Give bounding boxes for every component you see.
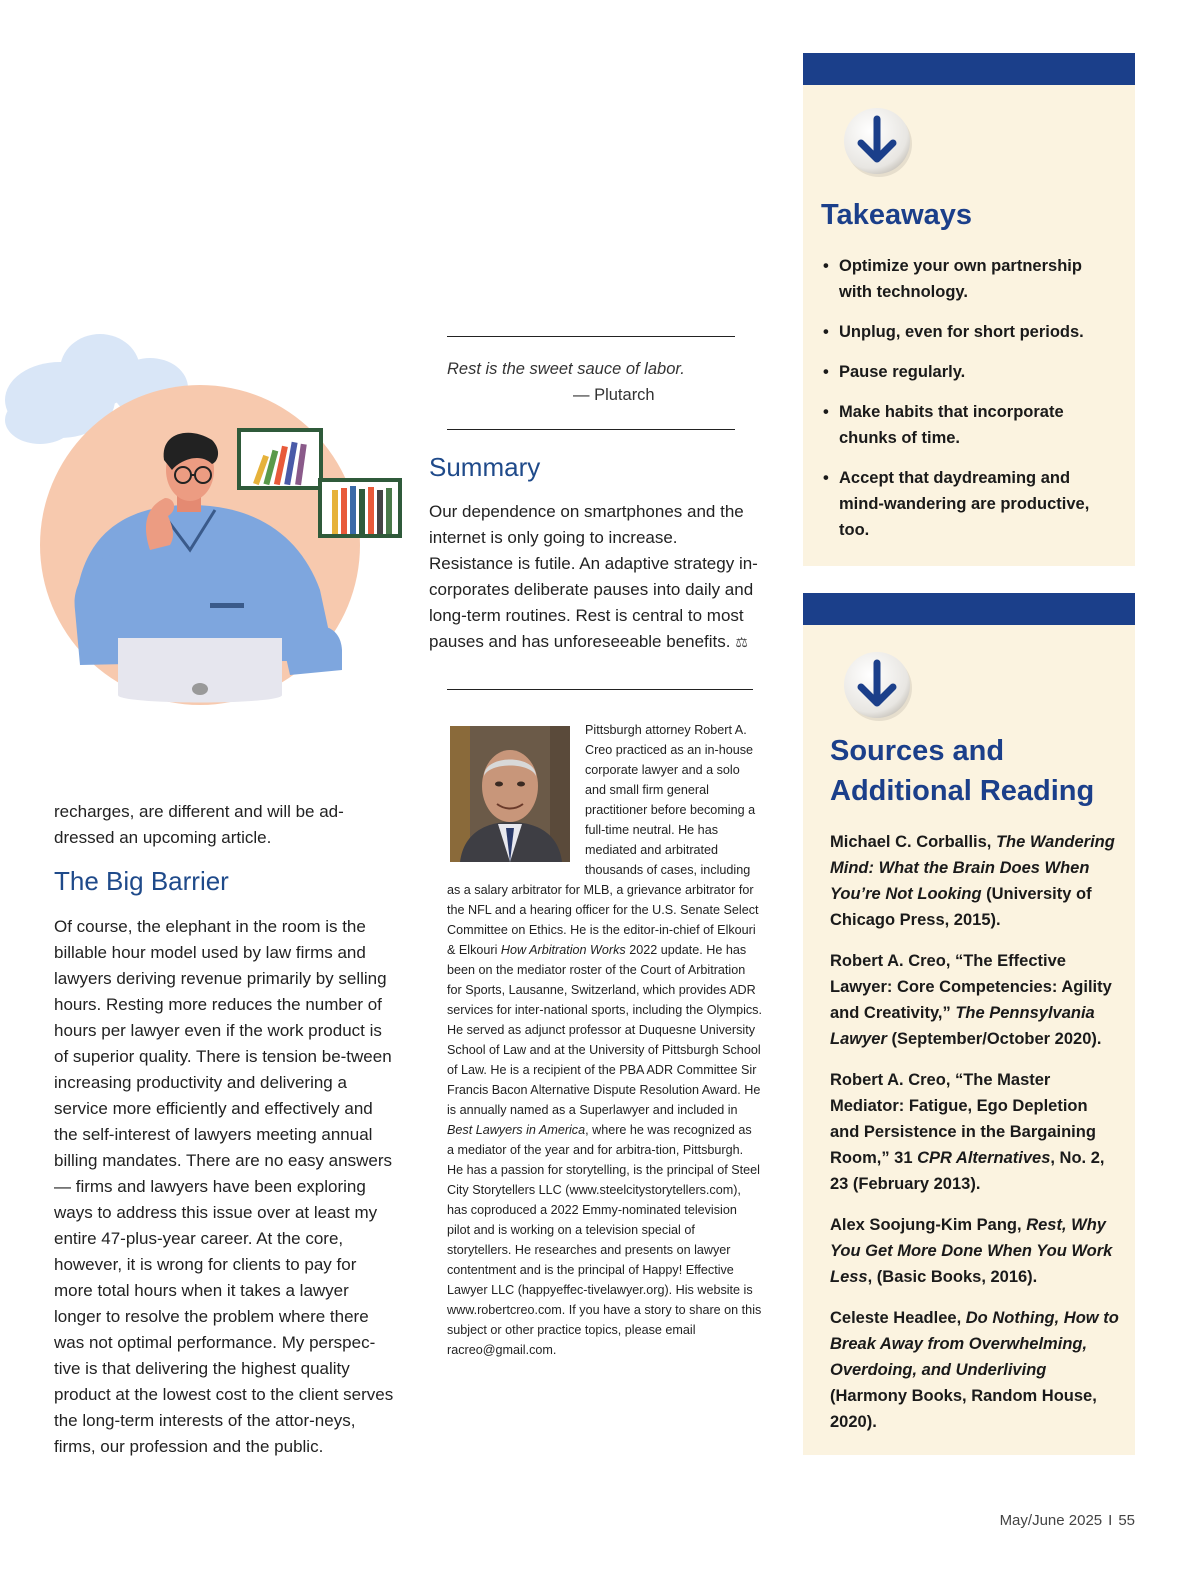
end-mark-icon: ⚖: [735, 634, 748, 650]
big-barrier-heading: The Big Barrier: [54, 866, 229, 896]
pull-quote: Rest is the sweet sauce of labor.: [447, 360, 685, 378]
reference-item: Michael C. Corballis, The Wandering Mind: What the Brain Does When You’re Not Looking (University of Chicago Press, 2015).: [830, 833, 1115, 929]
page-footer: [1000, 1512, 1135, 1529]
summary-paragraph: Our dependence on smartphones and the internet is only going to increase. Resistance is futile. An adaptive strategy in-corporates deliberate pauses into daily and long-term routines. Rest is central to most pauses and has unforeseeable benefits. ⚖: [429, 502, 758, 651]
takeaways-sidebar: [803, 53, 1135, 566]
bio-top-rule: [447, 689, 753, 690]
bio-honor-title: Best Lawyers in America: [447, 1123, 586, 1137]
reference-item: Celeste Headlee, Do Nothing, How to Break Away from Overwhelming, Overdoing, and Underliving (Harmony Books, Random House, 2020).: [830, 1309, 1119, 1431]
takeaway-item: • Make habits that incorporate chunks of time.: [823, 399, 1113, 451]
quote-bottom-rule: [447, 429, 735, 430]
reference-item: Robert A. Creo, “The Master Mediator: Fatigue, Ego Depletion and Persistence in the Bargaining Room,” 31 CPR Alternatives, No. 2, 23 (February 2013).: [830, 1071, 1105, 1193]
sources-sidebar: [803, 593, 1135, 1455]
takeaway-item: • Unplug, even for short periods.: [823, 319, 1113, 345]
takeaways-list: [823, 253, 1113, 557]
takeaway-item: • Pause regularly.: [823, 359, 1113, 385]
takeaway-item: • Optimize your own partnership with technology.: [823, 253, 1113, 305]
quote-top-rule: [447, 336, 735, 337]
author-bio: Pittsburgh attorney Robert A. Creo practiced as an in-house corporate lawyer and a solo and small firm general practitioner before becoming a full-time neutral. He has mediated and arbitrated thousands of cases, including as a salary arbitrator for MLB, a grievance arbitrator for the NFL and a hearing officer for the U.S. Senate Select Committee on Ethics. He is the editor-in-chief of Elkouri & Elkouri How Arbitration Works 2022 update. He has been on the mediator roster of the Court of Arbitration for Sports, Lausanne, Switzerland, which provides ADR services for inter-national sports, including the Olympics. He served as adjunct professor at Duquesne University School of Law and at the University of Pittsburgh School of Law. He is a recipient of the PBA ADR Committee Sir Francis Bacon Alternative Dispute Resolution Award. He is annually named as a Superlawyer and included in Best Lawyers in America, where he was recognized as a mediator of the year and for arbitra-tion, Pittsburgh. He has a passion for storytelling, is the principal of Steel City Storytellers LLC (www.steelcitystorytellers.com), has coproduced a 2022 Emmy-nominated television pilot and is working on a television special of storytellers. He researches and presents on lawyer contentment and is the principal of Happy! Effective Lawyer LLC (happyeffec-tivelawyer.org). His website is www.robertcreo.com. If you have a story to share on this subject or other practice topics, please email racreo@gmail.com.: [447, 723, 762, 1357]
sources-header-bar: [803, 593, 1135, 625]
takeaways-header-bar: [803, 53, 1135, 85]
reference-item: Alex Soojung-Kim Pang, Rest, Why You Get More Done When You Work Less, (Basic Books, 2016).: [830, 1216, 1113, 1286]
sources-list: [830, 829, 1120, 1450]
reference-item: Robert A. Creo, “The Effective Lawyer: Core Competencies: Agility and Creativity,” The Pennsylvania Lawyer (September/October 2020).: [830, 952, 1112, 1048]
sources-title: Sources and Additional Reading: [830, 735, 1095, 807]
takeaway-item: • Accept that daydreaming and mind-wandering are productive, too.: [823, 465, 1113, 543]
footer-separator: I: [1108, 1512, 1113, 1529]
takeaways-title: Takeaways: [821, 199, 973, 231]
page-number: 55: [1118, 1512, 1135, 1529]
continued-paragraph: recharges, are different and will be ad-dressed an upcoming article.: [54, 802, 344, 847]
down-arrow-icon: [841, 105, 913, 177]
big-barrier-paragraph: Of course, the elephant in the room is the billable hour model used by law firms and lawyers deriving revenue primarily by selling hours. Resting more reduces the number of hours per lawyer even if the work product is of superior quality. There is tension be-tween increasing productivity and delivering a service more efficiently and effectively and the self-interest of lawyers meeting annual billing mandates. There are no easy answers — firms and lawyers have been exploring ways to address this issue over at least my entire 47-plus-year career. At the core, however, it is wrong for clients to pay for more total hours when it takes a lawyer longer to resolve the problem where there was not optimal performance. My perspec-tive is that delivering the highest quality product at the lowest cost to the client serves the long-term interests of the attor-neys, firms, our profession and the public.: [54, 917, 394, 1456]
quote-author: — Plutarch: [573, 386, 655, 404]
summary-heading: Summary: [429, 452, 541, 482]
thinking-person-illustration: [0, 320, 420, 740]
down-arrow-icon: [841, 649, 913, 721]
bio-book-title: How Arbitration Works: [500, 943, 626, 957]
issue-date: May/June 2025: [999, 1512, 1103, 1529]
